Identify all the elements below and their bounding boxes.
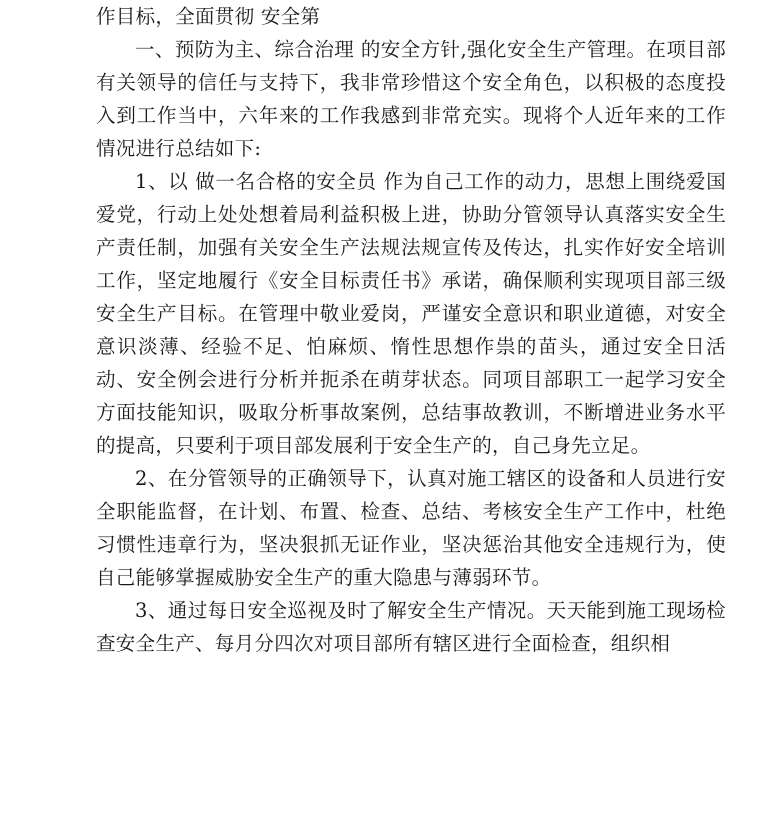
paragraph-item-2: 2、在分管领导的正确领导下，认真对施工辖区的设备和人员进行安全职能监督，在计划、布置、检查、总结、考核安全生产工作中，杜绝习惯性违章行为，坚决狠抓无证作业，坚决惩治其他安全违规行为，使自己能够掌握威胁安全生产的重大隐患与薄弱环节。: [96, 467, 726, 589]
paragraph-item-1: 1、以 做一名合格的安全员 作为自己工作的动力，思想上围绕爱国爱党，行动上处处想着局利益积极上进，协助分管领导认真落实安全生产责任制，加强有关安全生产法规法规宣传及传达，扎实作好安全培训工作，坚定地履行《安全目标责任书》承诺，确保顺利实现项目部三级安全生产目标。在管理中敬业爱岗，严谨安全意识和职业道德，对安全意识淡薄、经验不足、怕麻烦、惰性思想作祟的苗头，通过安全日活动、安全例会进行分析并扼杀在萌芽状态。同项目部职工一起学习安全方面技能知识，吸取分析事故案例，总结事故教训，不断增进业务水平的提高，只要利于项目部发展利于安全生产的，自己身先立足。: [96, 170, 726, 457]
document-body: [96, 0, 726, 660]
paragraph-intro: 一、预防为主、综合治理 的安全方针,强化安全生产管理。在项目部有关领导的信任与支持下，我非常珍惜这个安全角色，以积极的态度投入到工作当中，六年来的工作我感到非常充实。现将个人近年来的工作情况进行总结如下:: [96, 38, 726, 160]
paragraph-item-3: 3、通过每日安全巡视及时了解安全生产情况。天天能到施工现场检查安全生产、每月分四次对项目部所有辖区进行全面检查，组织相: [96, 599, 726, 655]
paragraph-fragment: 作目标，全面贯彻 安全第: [96, 5, 321, 28]
